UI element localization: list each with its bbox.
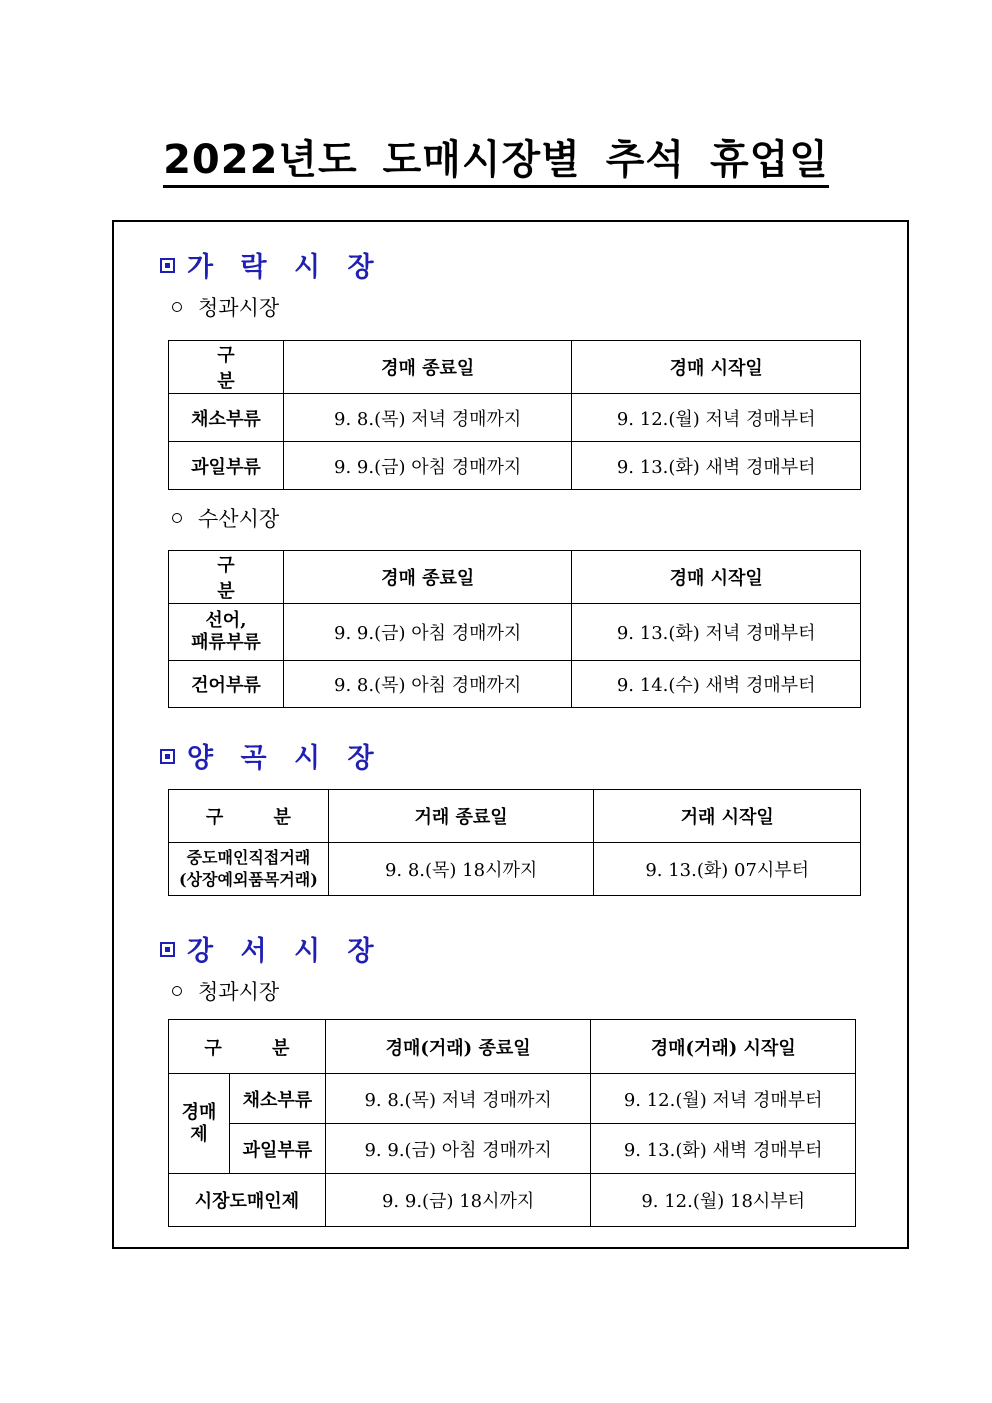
table-row bbox=[169, 394, 861, 442]
row-name: 과일부류 bbox=[169, 442, 284, 490]
header-end: 경매 종료일 bbox=[283, 341, 572, 394]
row-name-line1: 선어, bbox=[205, 610, 247, 631]
table-gangseo-produce bbox=[168, 1019, 856, 1227]
row-end: 9. 9.(금) 아침 경매까지 bbox=[283, 604, 572, 661]
row-end: 9. 8.(목) 아침 경매까지 bbox=[283, 661, 572, 708]
row-name-line1: 중도매인직접거래 bbox=[186, 848, 311, 867]
square-bullet-icon bbox=[160, 258, 175, 273]
row-end: 9. 9.(금) 아침 경매까지 bbox=[283, 442, 572, 490]
table-row bbox=[169, 843, 861, 896]
table-header-row bbox=[169, 1020, 856, 1074]
table-row bbox=[169, 1174, 856, 1227]
page-title: 2022년도 도매시장별 추석 휴업일 bbox=[0, 128, 992, 185]
row-start: 9. 12.(월) 저녁 경매부터 bbox=[572, 394, 861, 442]
circle-bullet-icon bbox=[172, 986, 182, 996]
header-end: 경매 종료일 bbox=[283, 551, 572, 604]
row-start: 9. 13.(화) 새벽 경매부터 bbox=[572, 442, 861, 490]
circle-bullet-icon bbox=[172, 513, 182, 523]
circle-bullet-icon bbox=[172, 302, 182, 312]
table-header-row bbox=[169, 790, 861, 843]
row-start: 9. 14.(수) 새벽 경매부터 bbox=[572, 661, 861, 708]
row-end: 9. 8.(목) 저녁 경매까지 bbox=[325, 1074, 591, 1124]
table-header-row bbox=[169, 551, 861, 604]
row-name bbox=[169, 604, 284, 661]
square-bullet-icon bbox=[160, 942, 175, 957]
table-header-row bbox=[169, 341, 861, 394]
row-name bbox=[169, 843, 329, 896]
row-name-line2: (상장예외품목거래) bbox=[179, 870, 318, 889]
row-end: 9. 8.(목) 저녁 경매까지 bbox=[283, 394, 572, 442]
table-garak-seafood bbox=[168, 550, 861, 708]
row-name: 과일부류 bbox=[229, 1124, 325, 1174]
header-end: 경매(거래) 종료일 bbox=[325, 1020, 591, 1074]
subsection-garak-seafood: 수산시장 bbox=[172, 503, 279, 533]
group-line2: 제 bbox=[190, 1123, 208, 1145]
row-start: 9. 13.(화) 새벽 경매부터 bbox=[591, 1124, 856, 1174]
header-category: 구 분 bbox=[169, 790, 329, 843]
row-end: 9. 9.(금) 아침 경매까지 bbox=[325, 1124, 591, 1174]
row-name: 건어부류 bbox=[169, 661, 284, 708]
subsection-gangseo-produce: 청과시장 bbox=[172, 976, 279, 1006]
header-end: 거래 종료일 bbox=[328, 790, 594, 843]
row-end: 9. 8.(목) 18시까지 bbox=[328, 843, 594, 896]
table-row bbox=[169, 1124, 856, 1174]
header-category: 구 분 bbox=[169, 1020, 326, 1074]
header-start: 경매 시작일 bbox=[572, 341, 861, 394]
table-row bbox=[169, 442, 861, 490]
row-end: 9. 9.(금) 18시까지 bbox=[325, 1174, 591, 1227]
square-bullet-icon bbox=[160, 749, 175, 764]
table-yanggok bbox=[168, 789, 861, 896]
group-line1: 경매 bbox=[181, 1101, 217, 1123]
row-name: 채소부류 bbox=[169, 394, 284, 442]
table-row bbox=[169, 604, 861, 661]
row-name-line2: 패류부류 bbox=[191, 632, 261, 653]
table-garak-produce bbox=[168, 340, 861, 490]
section-heading-yanggok: 양 곡 시 장 bbox=[160, 736, 383, 775]
row-name: 채소부류 bbox=[229, 1074, 325, 1124]
row-start: 9. 13.(화) 07시부터 bbox=[594, 843, 861, 896]
header-category: 구 분 bbox=[169, 341, 284, 394]
header-start: 경매 시작일 bbox=[572, 551, 861, 604]
subsection-garak-produce: 청과시장 bbox=[172, 292, 279, 322]
header-start: 경매(거래) 시작일 bbox=[591, 1020, 856, 1074]
row-start: 9. 12.(월) 18시부터 bbox=[591, 1174, 856, 1227]
row-start: 9. 13.(화) 저녁 경매부터 bbox=[572, 604, 861, 661]
section-heading-garak: 가 락 시 장 bbox=[160, 245, 383, 284]
group-auction bbox=[169, 1074, 230, 1174]
header-category: 구 분 bbox=[169, 551, 284, 604]
header-start: 거래 시작일 bbox=[594, 790, 861, 843]
row-name: 시장도매인제 bbox=[169, 1174, 326, 1227]
section-heading-gangseo: 강 서 시 장 bbox=[160, 929, 383, 968]
row-start: 9. 12.(월) 저녁 경매부터 bbox=[591, 1074, 856, 1124]
table-row bbox=[169, 1074, 856, 1124]
table-row bbox=[169, 661, 861, 708]
